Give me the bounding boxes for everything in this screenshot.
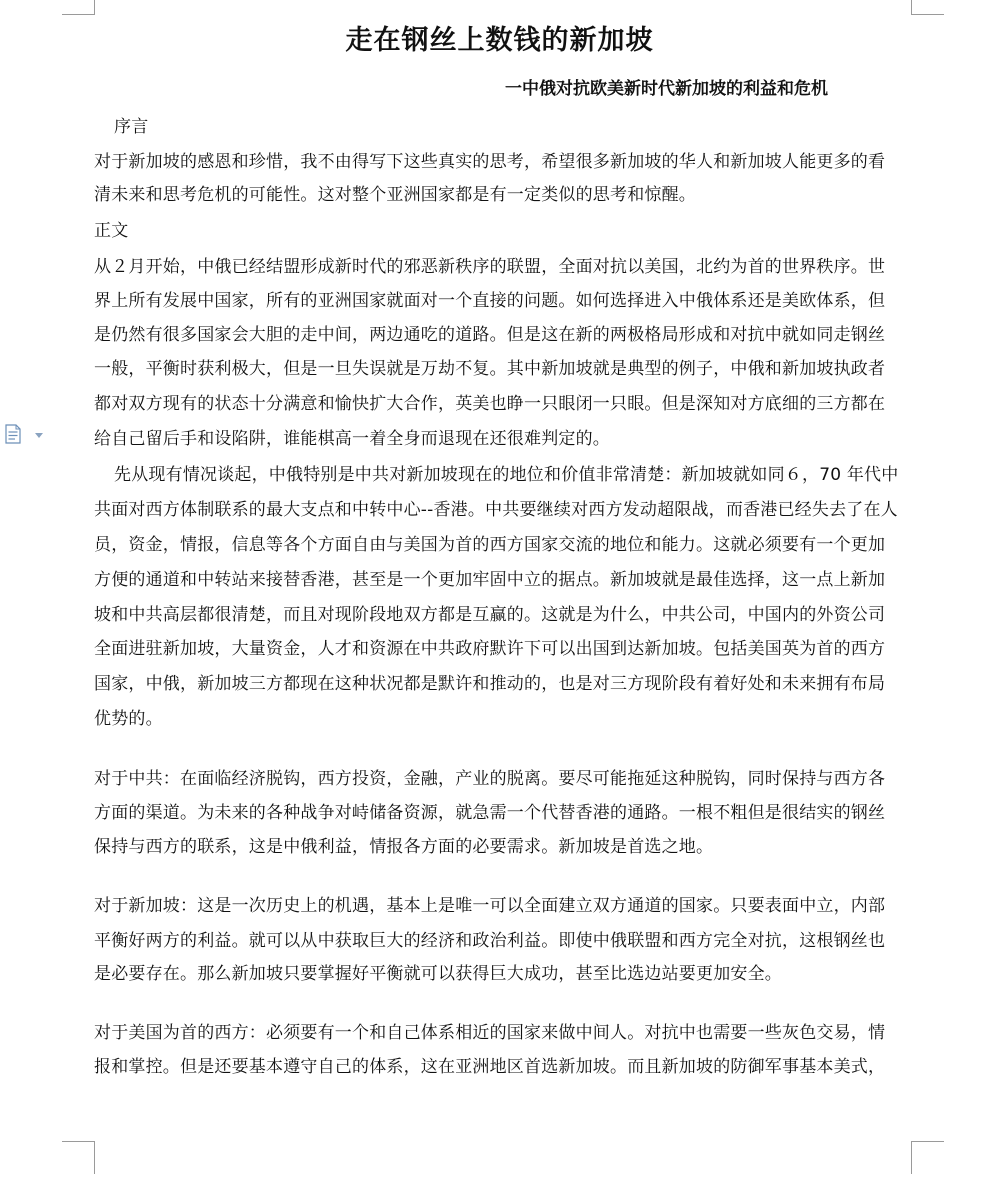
text-line: 优势的。 — [94, 709, 163, 729]
page-corner-mark-bottom-right — [911, 1141, 944, 1174]
text-line: 正文 — [94, 221, 129, 241]
text-line: 都对双方现有的状态十分满意和愉快扩大合作，英美也睁一只眼闭一只眼。但是深知对方底细的三方都在 — [94, 394, 886, 414]
text-line: 对于中共：在面临经济脱钩，西方投资，金融，产业的脱离。要尽可能拖延这种脱钩，同时保持与西方各 — [94, 769, 886, 789]
document-title: 走在钢丝上数钱的新加坡 — [345, 25, 654, 56]
text-line: 国家，中俄，新加坡三方都现在这种状况都是默许和推动的，也是对三方现阶段有着好处和未来拥有布局 — [94, 674, 886, 694]
text-line: 坡和中共高层都很清楚，而且对现阶段地双方都是互赢的。这就是为什么，中共公司，中国内的外资公司 — [94, 605, 886, 625]
text-line: 全面进驻新加坡，大量资金，人才和资源在中共政府默许下可以出国到达新加坡。包括美国英为首的西方 — [94, 639, 886, 659]
document-subtitle: 一中俄对抗欧美新时代新加坡的利益和危机 — [505, 79, 828, 99]
text-line: 给自己留后手和设陷阱，谁能棋高一着全身而退现在还很难判定的。 — [94, 429, 610, 449]
text-line: 保持与西方的联系，这是中俄利益，情报各方面的必要需求。新加坡是首选之地。 — [94, 837, 714, 857]
text-line: 清未来和思考危机的可能性。这对整个亚洲国家都是有一定类似的思考和惊醒。 — [94, 185, 696, 205]
text-line: 是仍然有很多国家会大胆的走中间，两边通吃的道路。但是这在新的两极格局形成和对抗中就如同走钢丝 — [94, 325, 886, 345]
text-line: 平衡好两方的利益。就可以从中获取巨大的经济和政治利益。即使中俄联盟和西方完全对抗，这根钢丝也 — [94, 931, 886, 951]
text-line: 界上所有发展中国家，所有的亚洲国家就面对一个直接的问题。如何选择进入中俄体系还是美欧体系，但 — [94, 291, 886, 311]
text-line: 方面的渠道。为未来的各种战争对峙储备资源，就急需一个代替香港的通路。一根不粗但是很结实的钢丝 — [94, 803, 886, 823]
text-line: 先从现有情况谈起，中俄特别是中共对新加坡现在的地位和价值非常清楚：新加坡就如同６，70 年代中 — [114, 465, 899, 485]
text-line: 对于美国为首的西方：必须要有一个和自己体系相近的国家来做中间人。对抗中也需要一些灰色交易，情 — [94, 1023, 886, 1043]
paragraph-menu-icon[interactable] — [4, 423, 44, 445]
page-corner-mark-top-right — [911, 0, 944, 15]
page-corner-mark-top-left — [62, 0, 95, 15]
text-line: 对于新加坡的感恩和珍惜，我不由得写下这些真实的思考，希望很多新加坡的华人和新加坡人能更多的看 — [94, 152, 886, 172]
text-line: 方便的通道和中转站来接替香港，甚至是一个更加牢固中立的据点。新加坡就是最佳选择，这一点上新加 — [94, 570, 886, 590]
text-line: 从２月开始，中俄已经结盟形成新时代的邪恶新秩序的联盟，全面对抗以美国，北约为首的世界秩序。世 — [94, 257, 886, 277]
text-line: 共面对西方体制联系的最大支点和中转中心--香港。中共要继续对西方发动超限战，而香港已经失去了在人 — [94, 500, 898, 520]
text-line: 一般，平衡时获利极大，但是一旦失误就是万劫不复。其中新加坡就是典型的例子，中俄和新加坡执政者 — [94, 359, 886, 379]
page-corner-mark-bottom-left — [62, 1141, 95, 1174]
text-line: 是必要存在。那么新加坡只要掌握好平衡就可以获得巨大成功，甚至比选边站要更加安全。 — [94, 964, 782, 984]
text-line: 员，资金，情报，信息等各个方面自由与美国为首的西方国家交流的地位和能力。这就必须要有一个更加 — [94, 535, 886, 555]
text-line: 报和掌控。但是还要基本遵守自己的体系，这在亚洲地区首选新加坡。而且新加坡的防御军事基本美式， — [94, 1057, 886, 1077]
text-line: 对于新加坡：这是一次历史上的机遇，基本上是唯一可以全面建立双方通道的国家。只要表面中立，内部 — [94, 896, 886, 916]
text-line: 序言 — [114, 117, 149, 137]
